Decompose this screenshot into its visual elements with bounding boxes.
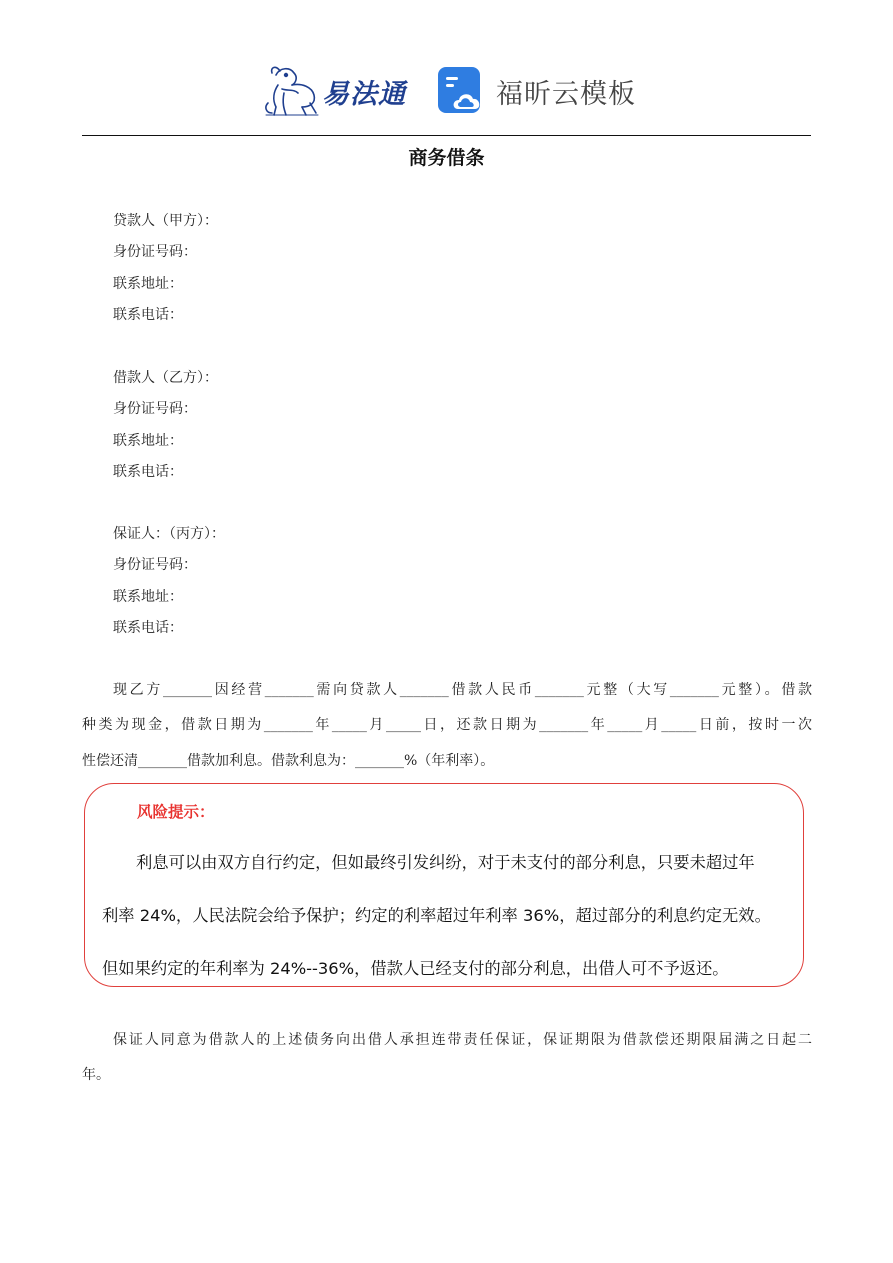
risk-notice-line: 但如果约定的年利率为 24%--36%，借款人已经支付的部分利息，出借人可不予返还。 xyxy=(102,959,729,978)
guarantee-paragraph xyxy=(82,1023,812,1094)
risk-notice-line: 利息可以由双方自行约定，但如最终引发纠纷，对于未支付的部分利息，只要未超过年 xyxy=(136,853,755,872)
risk-notice-title: 风险提示： xyxy=(137,803,215,821)
lender-id-label: 身份证号码： xyxy=(113,244,197,261)
borrower-id-label: 身份证号码： xyxy=(113,401,197,418)
header-logos xyxy=(0,60,893,120)
guarantee-line: 年。 xyxy=(82,1067,110,1084)
lender-heading: 贷款人（甲方）： xyxy=(113,213,218,229)
logo-yifatong-text: 易法通 xyxy=(322,79,406,110)
guarantor-id-label: 身份证号码： xyxy=(113,557,197,574)
guarantee-line: 保证人同意为借款人的上述债务向出借人承担连带责任保证，保证期限为借款偿还期限届满之日起二 xyxy=(113,1032,812,1048)
lender-address-label: 联系地址： xyxy=(113,275,183,292)
logo-foxit-text: 福昕云模板 xyxy=(496,79,636,110)
document-title: 商务借条 xyxy=(408,147,485,169)
risk-notice-text xyxy=(102,836,794,995)
guarantor-address-label: 联系地址： xyxy=(113,588,183,605)
loan-terms-line: 种类为现金，借款日期为_______年_____月_____日，还款日期为_______年_____月_____日前，按时一次 xyxy=(82,717,812,734)
loan-terms-line: 性偿还清_______借款加利息。借款利息为：_______%（年利率）。 xyxy=(82,752,495,769)
borrower-phone-label: 联系电话： xyxy=(113,463,183,480)
loan-terms-line: 现乙方_______因经营_______需向贷款人_______借款人民币_______元整（大写_______元整）。借款 xyxy=(113,682,812,698)
lender-section xyxy=(113,206,218,331)
loan-terms-paragraph xyxy=(82,673,812,779)
guarantor-section xyxy=(113,519,225,644)
borrower-heading: 借款人（乙方）： xyxy=(113,370,218,386)
foxit-cloud-icon xyxy=(436,65,486,117)
borrower-address-label: 联系地址： xyxy=(113,432,183,449)
guarantor-phone-label: 联系电话： xyxy=(113,619,183,636)
risk-notice-line: 利率 24%，人民法院会给予保护；约定的利率超过年利率 36%，超过部分的利息约定无效。 xyxy=(102,906,771,925)
header-divider xyxy=(82,135,811,136)
guarantor-heading: 保证人：（丙方）： xyxy=(113,526,225,542)
risk-notice-box xyxy=(84,783,804,987)
lender-phone-label: 联系电话： xyxy=(113,306,183,323)
borrower-section xyxy=(113,363,218,488)
